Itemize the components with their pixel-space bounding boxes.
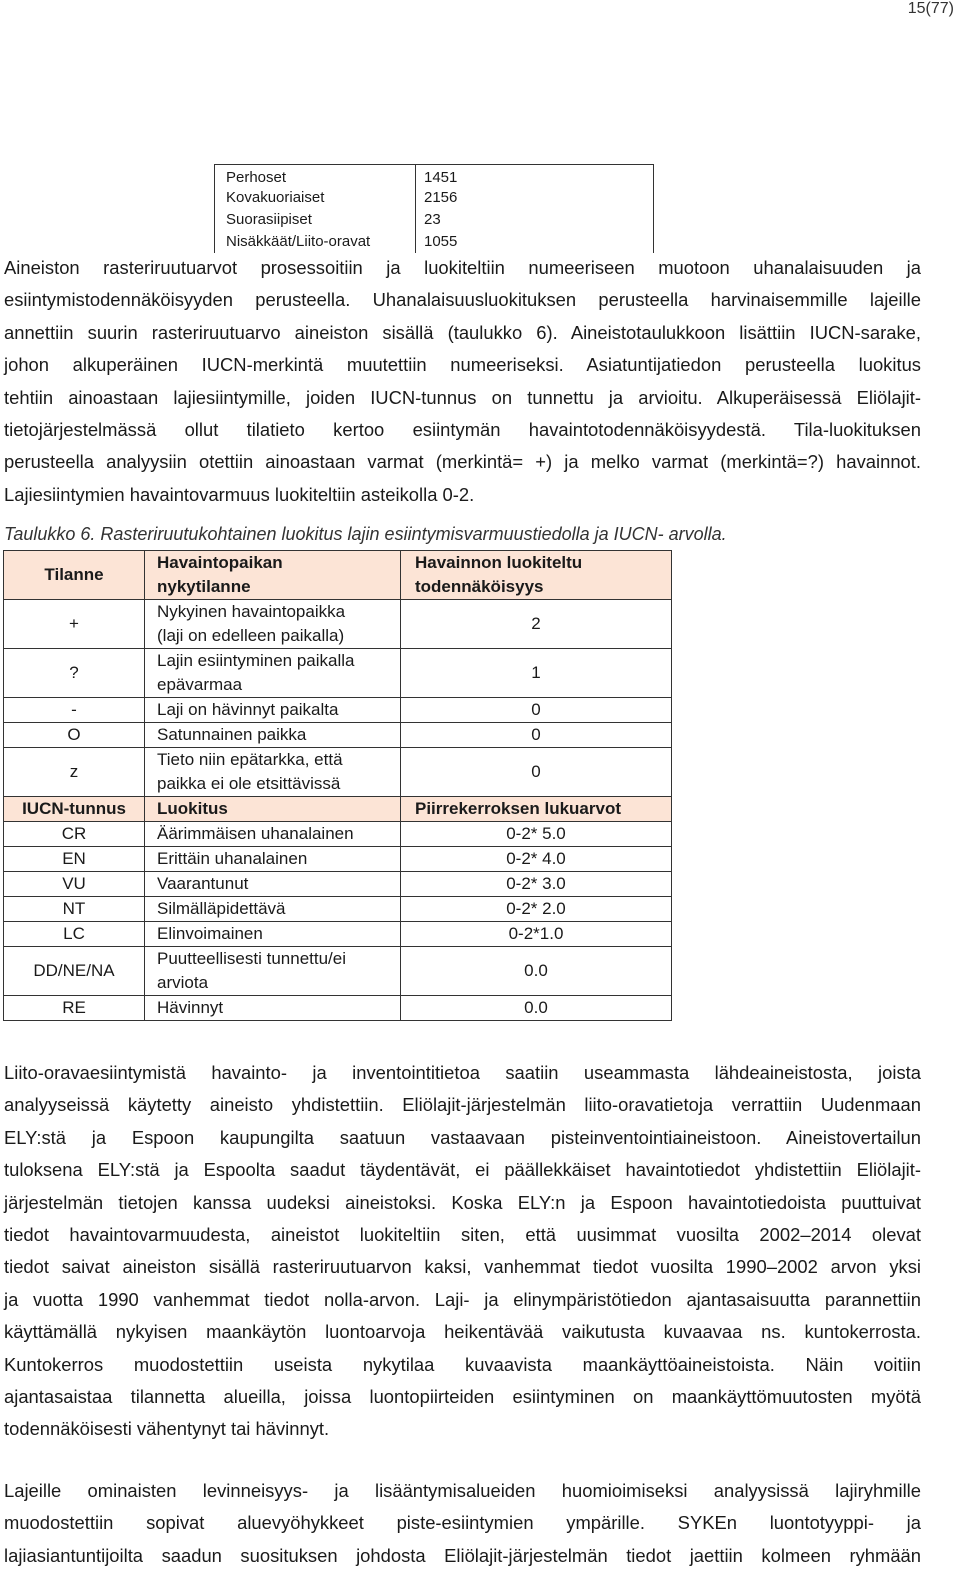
text-line: järjestelmän tietojen kanssa uudeksi aineistoksi. Koska ELY:n ja Espoon havaintotiedoista puuttuivat <box>4 1191 921 1213</box>
header-cell: Havaintopaikan nykytilanne <box>145 551 401 600</box>
table-row <box>215 231 653 253</box>
classification-table <box>3 550 672 1021</box>
text-line: tuloksena ELY:stä ja Espoolta saadut täydentävät, ei päällekkäiset havaintotiedot yhdistettiin Eliölajit- <box>4 1159 921 1181</box>
table-row <box>4 600 672 649</box>
text-line: johon alkuperäinen IUCN-merkintä muutettiin numeeriseksi. Asiatuntijatiedon perusteella luokitus <box>4 354 921 376</box>
header-cell: Piirrekerroksen lukuarvot <box>401 797 672 822</box>
status-code: + <box>4 600 145 649</box>
text-line: Kuntokerros muodostettiin useista nykytilaa kuvaavista maankäyttöaineistoista. Näin voitiin <box>4 1353 921 1375</box>
status-code: - <box>4 698 145 723</box>
table-row <box>4 947 672 996</box>
status-value: 0 <box>401 698 672 723</box>
status-description: Nykyinen havaintopaikka (laji on edelleen paikalla) <box>145 600 401 649</box>
header-cell: Havainnon luokiteltu todennäköisyys <box>401 551 672 600</box>
text-line: annettiin suurin rasteriruutuarvo aineiston sisällä (taulukko 6). Aineistotaulukkoon lisättiin IUCN-sarake, <box>4 321 921 343</box>
status-value: 0 <box>401 723 672 748</box>
table-row <box>4 748 672 797</box>
iucn-header-row <box>4 797 672 822</box>
paragraph-zones <box>4 1475 921 1572</box>
iucn-value: 0-2* 5.0 <box>401 822 672 847</box>
status-value: 1 <box>401 649 672 698</box>
text-line: Liito-oravaesiintymistä havainto- ja inventointitietoa saatiin useammasta lähdeaineistosta, joista <box>4 1062 921 1083</box>
iucn-code: RE <box>4 996 145 1021</box>
status-code: O <box>4 723 145 748</box>
iucn-code: VU <box>4 872 145 897</box>
header-cell: Tilanne <box>4 551 145 600</box>
iucn-value: 0-2*1.0 <box>401 922 672 947</box>
iucn-description: Erittäin uhanalainen <box>145 847 401 872</box>
status-value: 2 <box>401 600 672 649</box>
table-row <box>4 723 672 748</box>
species-name: Nisäkkäät/Liito-oravat <box>215 231 416 253</box>
text-line: esiintymistodennäköisyyden perusteella. Uhanalaisuusluokituksen perusteella harvinaisemmille lajeille <box>4 289 921 311</box>
text-line: Lajiesiintymien havaintovarmuus luokiteltiin asteikolla 0-2. <box>4 483 475 505</box>
species-count-table <box>214 164 654 253</box>
table-caption: Taulukko 6. Rasteriruutukohtainen luokitus lajin esiintymisvarmuustiedolla ja IUCN- arvolla. <box>4 524 727 544</box>
text-line: ja vuotta 1990 vanhemmat tiedot nolla-arvon. Laji- ja elinympäristötiedon ajantasaisuutta parannettiin <box>4 1288 921 1310</box>
iucn-code: CR <box>4 822 145 847</box>
iucn-description: Puutteellisesti tunnettu/ei arviota <box>145 947 401 996</box>
header-cell: Luokitus <box>145 797 401 822</box>
text-line: ELY:stä ja Espoon kaupungilta saatuun vastaavaan pisteinventointiaineistoon. Aineistovertailun <box>4 1126 921 1148</box>
iucn-description: Hävinnyt <box>145 996 401 1021</box>
paragraph-flying-squirrel <box>4 1057 921 1446</box>
text-line: muodostettiin sopivat aluevyöhykkeet piste-esiintymien ympärille. SYKEn luontotyyppi- ja <box>4 1512 921 1534</box>
iucn-value: 0-2* 2.0 <box>401 897 672 922</box>
text-line: käyttämällä nykyisen maankäytön luontoarvoja heikentävää vaikutusta kuvaavaa ns. kuntokerrosta. <box>4 1321 921 1343</box>
species-name: Perhoset <box>215 165 416 187</box>
text-line: perusteella analyysiin otettiin ainoastaan varmat (merkintä= +) ja melko varmat (merkintä=?) havainnot. <box>4 451 921 473</box>
header-cell: IUCN-tunnus <box>4 797 145 822</box>
iucn-value: 0-2* 3.0 <box>401 872 672 897</box>
paragraph-rasterization <box>4 252 921 511</box>
species-count: 23 <box>424 211 441 228</box>
status-code: ? <box>4 649 145 698</box>
iucn-description: Äärimmäisen uhanalainen <box>145 822 401 847</box>
species-name: Kovakuoriaiset <box>215 187 416 209</box>
iucn-value: 0.0 <box>401 996 672 1021</box>
status-description: Lajin esiintyminen paikalla epävarmaa <box>145 649 401 698</box>
text-line: tiedot saivat aineiston sisällä rasteriruutuarvon kaksi, vanhemmat tiedot vuosilta 1990–2002 arvon yksi <box>4 1256 921 1278</box>
iucn-code: LC <box>4 922 145 947</box>
status-code: z <box>4 748 145 797</box>
table-row <box>4 698 672 723</box>
iucn-description: Vaarantunut <box>145 872 401 897</box>
iucn-code: DD/NE/NA <box>4 947 145 996</box>
species-count: 1055 <box>424 233 458 250</box>
page-number: 15(77) <box>907 0 954 17</box>
species-count: 2156 <box>424 189 458 206</box>
text-line: lajiasiantuntijoilta saadun suosituksen johdosta Eliölajit-järjestelmän tiedot jaettiin kolmeen ryhmään <box>4 1544 921 1566</box>
table-row <box>215 187 653 209</box>
text-line: tehtiin ainoastaan lajiesiintymille, joiden IUCN-tunnus on tunnettu ja arvioitu. Alkuperäisessä Eliölajit- <box>4 386 921 408</box>
status-description: Tieto niin epätarkka, että paikka ei ole etsittävissä <box>145 748 401 797</box>
text-line: analyyseissä käytetty aineisto yhdistettiin. Eliölajit-järjestelmän liito-oravatietoja verrattiin Uudenmaan <box>4 1094 921 1116</box>
status-description: Laji on hävinnyt paikalta <box>145 698 401 723</box>
table-row <box>4 649 672 698</box>
species-name: Suorasiipiset <box>215 209 416 231</box>
text-line: tietojärjestelmässä ollut tilatieto kertoo esiintymän havaintotodennäköisyydestä. Tila-luokituksen <box>4 419 921 441</box>
iucn-value: 0.0 <box>401 947 672 996</box>
text-line: tiedot havaintovarmuudesta, aineistot luokiteltiin siten, että uusimmat vuosilta 2002–2014 olevat <box>4 1224 921 1246</box>
table-row <box>4 847 672 872</box>
table-row <box>4 922 672 947</box>
table-row <box>215 165 653 187</box>
table-row <box>215 209 653 231</box>
iucn-value: 0-2* 4.0 <box>401 847 672 872</box>
text-line: Aineiston rasteriruutuarvot prosessoitiin ja luokiteltiin numeeriseen muotoon uhanalaisuuden ja <box>4 257 921 278</box>
table-row <box>4 822 672 847</box>
status-value: 0 <box>401 748 672 797</box>
text-line: todennäköisesti vähentynyt tai hävinnyt. <box>4 1418 330 1440</box>
table-row <box>4 897 672 922</box>
iucn-code: NT <box>4 897 145 922</box>
iucn-description: Silmälläpidettävä <box>145 897 401 922</box>
table-row <box>4 996 672 1021</box>
table-row <box>4 872 672 897</box>
text-line: Lajeille ominaisten levinneisyys- ja lisääntymisalueiden huomioimiseksi analyysissä lajiryhmille <box>4 1480 921 1501</box>
table-header-row <box>4 551 672 600</box>
text-line: ajantasaistaa tilannetta alueilla, joissa luontopiirteiden esiintyminen on maankäyttömuutosten myötä <box>4 1386 921 1408</box>
status-description: Satunnainen paikka <box>145 723 401 748</box>
species-count: 1451 <box>424 169 458 186</box>
iucn-code: EN <box>4 847 145 872</box>
iucn-description: Elinvoimainen <box>145 922 401 947</box>
